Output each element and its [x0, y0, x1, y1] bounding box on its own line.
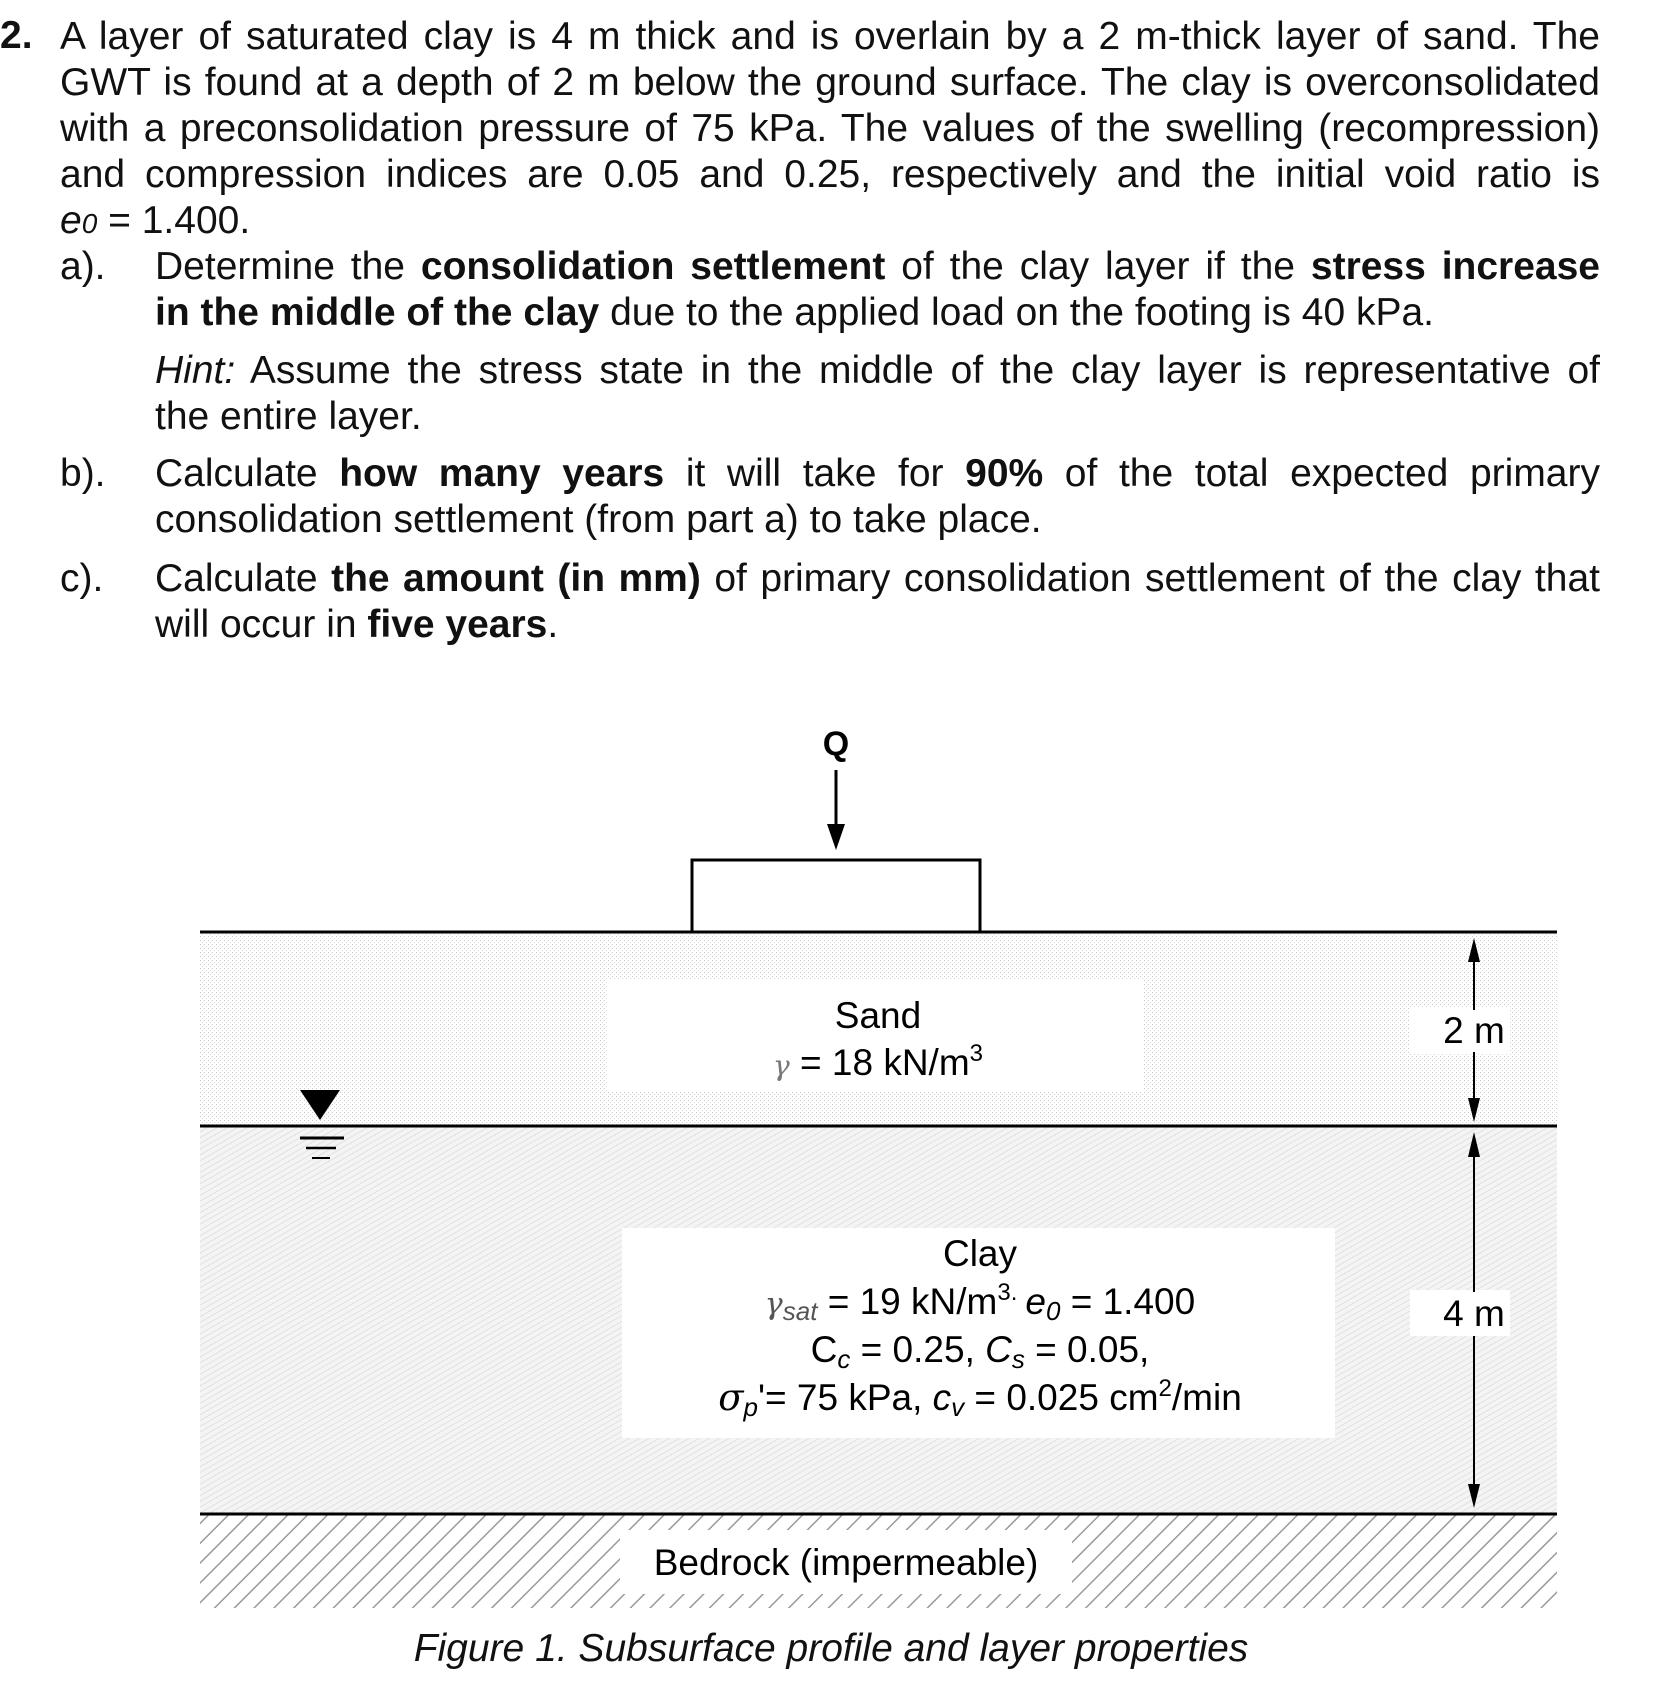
clay-compression-indices: Cc = 0.25, Cs = 0.05, — [810, 1329, 1150, 1374]
footing — [692, 860, 980, 932]
sand-unit-weight: γ = 18 $kN/m^3$ — [772, 1040, 984, 1083]
clay-thickness-label: 4 m — [1443, 1293, 1505, 1334]
sand-name: Sand — [834, 995, 922, 1036]
clay-preconsolidation-cv: σp'= 75 kPa, cv = 0.025 $cm^2/\min$ — [718, 1375, 1242, 1422]
part-a-label: a). — [60, 245, 106, 288]
initial-void-ratio: e0 = 1.400. — [60, 199, 251, 242]
load-arrow-icon — [827, 770, 845, 850]
figure-caption: Figure 1. Subsurface profile and layer properties — [413, 1627, 1249, 1670]
part-b-text: Calculate how many years it will take for 90% of the total expected primary consolidation settlement (from part a) to take place. — [155, 452, 1600, 541]
bedrock-label: Bedrock (impermeable) — [653, 1542, 1039, 1583]
part-c-text: Calculate the amount (in mm) of primary consolidation settlement of the clay that will occur in five years. — [155, 557, 1600, 646]
problem-number: 2. — [0, 14, 33, 57]
part-c-label: c). — [60, 557, 104, 600]
part-b-label: b). — [60, 452, 106, 495]
intro-line: A layer of saturated clay is 4 m thick and is overlain by a 2 m-thick layer of sand. The — [60, 15, 1600, 58]
part-a-hint: Hint: Assume the stress state in the middle of the clay layer is representative of the entire layer. — [155, 349, 1600, 438]
intro-line: GWT is found at a depth of 2 m below the ground surface. The clay is overconsolidated — [60, 61, 1600, 104]
clay-unit-weight-void-ratio: γsat = 19 $kN/m^{3.}$ e0 = 1.400 — [764, 1279, 1196, 1326]
load-label: Q — [822, 725, 850, 763]
part-a-text: Determine the consolidation settlement of the clay layer if the stress increase in the middle of the clay due to the applied load on the footing is 40 kPa. — [155, 245, 1600, 334]
intro-line: and compression indices are 0.05 and 0.25, respectively and the initial void ratio is — [60, 153, 1600, 196]
sand-thickness-label: 2 m — [1443, 1010, 1505, 1051]
intro-line: with a preconsolidation pressure of 75 kPa. The values of the swelling (recompression) — [60, 107, 1600, 150]
clay-name: Clay — [942, 1233, 1018, 1274]
